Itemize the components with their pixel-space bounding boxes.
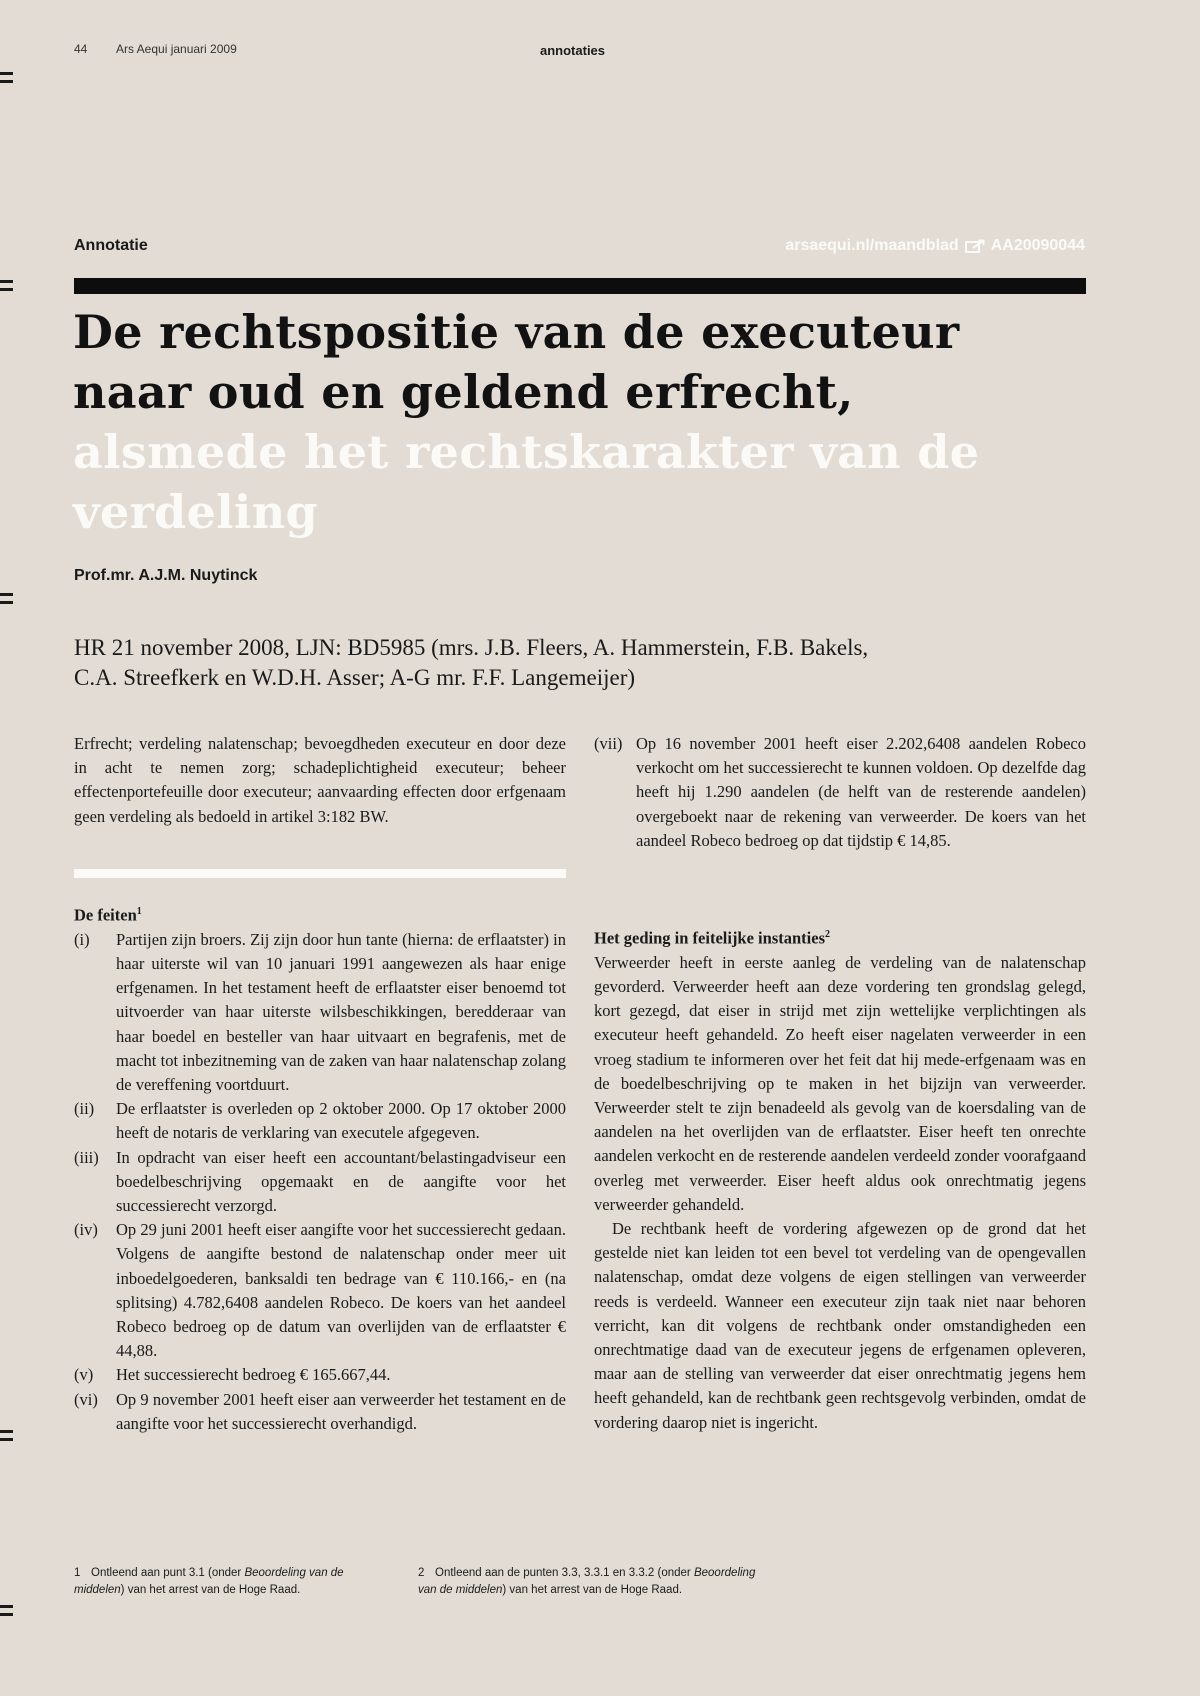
title-line-4: verdeling [73,485,318,539]
crop-mark [0,280,13,291]
page-number: 44 [74,42,88,56]
keywords-divider [74,869,566,878]
feiten-heading: De feiten$^1$ [74,905,142,925]
title-line-2: naar oud en geldend erfrecht, [73,365,854,419]
journal-name: Ars Aequi januari 2009 [116,42,237,56]
footnote-1: 1 Ontleend aan punt 3.1 (onder Beoordeling van de middelen) van het arrest van de Hoge Raad. [74,1567,344,1596]
article-title [73,302,1103,542]
web-reference[interactable] [785,237,1085,255]
case-reference [74,633,1114,693]
geding-paragraph-1: Verweerder heeft in eerste aanleg de verdeling van de nalatenschap gevorderd. Verweerder heeft aan deze vordering ten grondslag gelegd, kort gezegd, dat eiser in strijd met zijn wettelijke verplichtingen als executeur heeft gehandeld. Zo heeft eiser nagelaten verweerder in een vroeg stadium te informeren over het feit dat hij mede-erfgenaam was en de boedelbeschrijving op te maken in het bijzijn van verweerder. Verweerder stelt te zijn benadeeld als gevolg van de koersdaling van de aandelen na het overlijden van de erflaatster. Eiser heeft ten onrechte aandelen verkocht en de resterende aandelen verdeeld zonder voorafgaand overleg met verweerder. Eiser heeft aldus ook onrechtmatig jegens verweerder gehandeld. [594,952,1086,1214]
list-item: (iv) Op 29 juni 2001 heeft eiser aangifte voor het successierecht gedaan. Volgens de aangifte bestond de nalatenschap onder meer uit inboedelgoederen, banksaldi ten bedrage van € 110.166,- en (na splitsing) 4.782,6408 aandelen Robeco. De koers van het aandeel Robeco bedroeg op de datum van overlijden van de erflaatster € 44,88. [74,1220,566,1361]
crop-mark [0,593,13,604]
footnote-2: 2 Ontleend aan de punten 3.3, 3.3.1 en 3.3.2 (onder Beoordeling van de middelen) van het arrest van de Hoge Raad. [418,1567,756,1596]
crop-mark [0,72,13,83]
list-item: (iii) In opdracht van eiser heeft een accountant/belastingadviseur een boedelbeschrijving opgemaakt en de aangifte voor het successierecht verzorgd. [74,1147,566,1215]
title-line-3: alsmede het rechtskarakter van de [73,425,980,479]
web-link[interactable]: arsaequi.nl/maandblad [785,237,959,254]
crop-mark [0,1430,13,1441]
list-item: (v) Het successierecht bedroeg € 165.667,44. [74,1365,391,1385]
footnote-ref: 2 [824,929,830,940]
title-rule [74,278,1086,294]
case-reference-line-2: C.A. Streefkerk en W.D.H. Asser; A-G mr. F.F. Langemeijer) [74,665,636,690]
author: Prof.mr. A.J.M. Nuytinck [74,567,258,584]
web-code[interactable]: AA20090044 [990,237,1085,254]
link-arrow-icon [965,239,985,253]
list-item: (vi) Op 9 november 2001 heeft eiser aan verweerder het testament en de aangifte voor het successierecht overhandigd. [74,1389,566,1433]
feiten-section [74,900,566,1436]
section-title: annotaties [540,43,606,58]
list-item: (i) Partijen zijn broers. Zij zijn door hun tante (hierna: de erflaatster) in haar uiterste wil van 10 januari 1991 aangewezen als haar enige erfgenamen. In het testament heeft de erflaatster eiser benoemd tot uitvoerder van haar uiterste wilsbeschikkingen, beredderaar van haar boedel en besteller van haar uitvaart en begrafenis, met de macht tot inbezitneming van de zaken van haar nalatenschap zolang de vereffening voortduurt. [74,929,566,1094]
title-line-1: De rechtspositie van de executeur [73,305,960,359]
geding-paragraph-2: De rechtbank heeft de vordering afgewezen op de grond dat het gestelde niet kan leiden tot een bevel tot verdeling van de opengevallen nalatenschap, omdat deze volgens de eigen stellingen van verweerder reeds is verdeeld. Wanneer een executeur zijn taak niet naar behoren verricht, kan dit volgens de rechtbank onder omstandigheden een onrechtmatige daad van de executeur jegens de erfgenamen opleveren, maar aan de stelling van verweerder dat eiser onrechtmatig jegens hem heeft gehandeld, kan de rechtbank geen rechtsgevolg verbinden, omdat de vordering daarop niet is ingericht. [594,1218,1086,1432]
footnote-ref: 1 [136,906,142,917]
geding-section [594,923,1086,1435]
keywords: Erfrecht; verdeling nalatenschap; bevoegdheden executeur en door deze in acht te nemen zorg; schadeplichtigheid executeur; beheer effectenportefeuille door executeur; aanvaarding effecten door erfgenaam geen verdeling als bedoeld in artikel 3:182 BW. [74,734,566,826]
right-column [594,732,1086,853]
list-item: (vii) Op 16 november 2001 heeft eiser 2.202,6408 aandelen Robeco verkocht om het successierecht te kunnen voldoen. Op dezelfde dag heeft hij 1.290 aandelen (de helft van de resterende aandelen) overgeboekt naar de rekening van verweerder. De koers van het aandeel Robeco bedroeg op dat tijdstip € 14,85. [594,734,1086,850]
geding-heading: Het geding in feitelijke instanties$^2$ [594,928,830,948]
case-reference-line-1: HR 21 november 2008, LJN: BD5985 (mrs. J.B. Fleers, A. Hammerstein, F.B. Bakels, [74,635,869,660]
article-type-label: Annotatie [74,237,148,254]
left-column [74,732,566,829]
crop-mark [0,1605,13,1616]
list-item: (ii) De erflaatster is overleden op 2 oktober 2000. Op 17 oktober 2000 heeft de notaris de verklaring van executele afgegeven. [74,1099,566,1143]
